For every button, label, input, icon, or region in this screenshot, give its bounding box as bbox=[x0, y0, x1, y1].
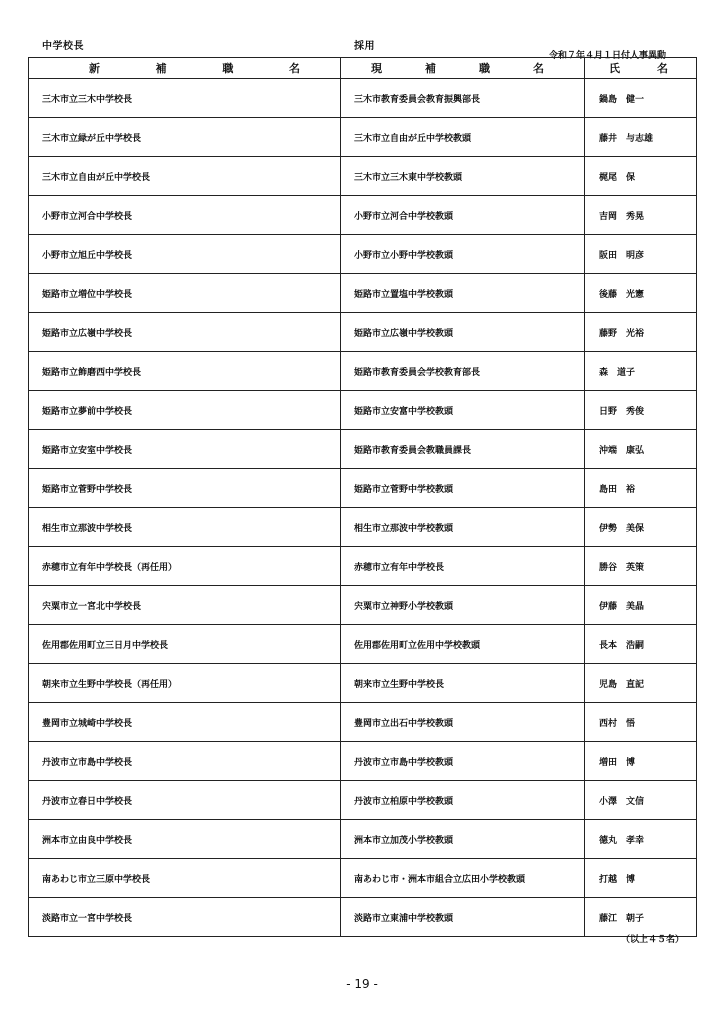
column-header-current-position bbox=[341, 58, 585, 79]
new-position-cell: 三木市立自由が丘中学校長 bbox=[29, 157, 341, 196]
new-position-cell: 姫路市立飾磨西中学校長 bbox=[29, 352, 341, 391]
table-row bbox=[29, 430, 697, 469]
new-position-cell: 姫路市立菅野中学校長 bbox=[29, 469, 341, 508]
current-position-cell: 小野市立河合中学校教頭 bbox=[341, 196, 585, 235]
current-position-cell: 姫路市立置塩中学校教頭 bbox=[341, 274, 585, 313]
table-row bbox=[29, 586, 697, 625]
new-position-cell: 姫路市立広嶺中学校長 bbox=[29, 313, 341, 352]
new-position-cell: 姫路市立増位中学校長 bbox=[29, 274, 341, 313]
name-cell: 鍋島 健一 bbox=[585, 79, 697, 118]
name-cell: 打越 博 bbox=[585, 859, 697, 898]
new-position-cell: 淡路市立一宮中学校長 bbox=[29, 898, 341, 937]
column-header-char: 補 bbox=[155, 62, 167, 75]
column-header-char: 氏 bbox=[609, 62, 620, 75]
table-row bbox=[29, 547, 697, 586]
page-number: - 19 - bbox=[346, 977, 378, 991]
section-label-right: 採用 bbox=[354, 41, 375, 52]
new-position-cell: 三木市立緑が丘中学校長 bbox=[29, 118, 341, 157]
current-position-cell: 丹波市立市島中学校教頭 bbox=[341, 742, 585, 781]
column-header-char: 現 bbox=[371, 62, 382, 75]
new-position-cell: 赤穂市立有年中学校長（再任用） bbox=[29, 547, 341, 586]
name-cell: 西村 悟 bbox=[585, 703, 697, 742]
current-position-cell: 姫路市立広嶺中学校教頭 bbox=[341, 313, 585, 352]
table-row bbox=[29, 508, 697, 547]
table-row bbox=[29, 274, 697, 313]
new-position-cell: 姫路市立安室中学校長 bbox=[29, 430, 341, 469]
table-body bbox=[29, 79, 697, 937]
table-row bbox=[29, 118, 697, 157]
current-position-cell: 丹波市立柏原中学校教頭 bbox=[341, 781, 585, 820]
column-header-char: 名 bbox=[657, 62, 668, 75]
name-cell: 阪田 明彦 bbox=[585, 235, 697, 274]
table-row bbox=[29, 742, 697, 781]
column-header-new-position bbox=[29, 58, 341, 79]
name-cell: 藤野 光裕 bbox=[585, 313, 697, 352]
current-position-cell: 淡路市立東浦中学校教頭 bbox=[341, 898, 585, 937]
table-row bbox=[29, 859, 697, 898]
name-cell: 日野 秀俊 bbox=[585, 391, 697, 430]
date-note: 令和７年４月１日付人事異動 bbox=[548, 51, 666, 61]
name-cell: 長本 浩嗣 bbox=[585, 625, 697, 664]
name-cell: 藤井 与志雄 bbox=[585, 118, 697, 157]
current-position-cell: 姫路市教育委員会学校教育部長 bbox=[341, 352, 585, 391]
table-row bbox=[29, 781, 697, 820]
name-cell: 藤江 朝子 bbox=[585, 898, 697, 937]
table-row bbox=[29, 196, 697, 235]
name-cell: 梶尾 保 bbox=[585, 157, 697, 196]
table-row bbox=[29, 313, 697, 352]
new-position-cell: 三木市立三木中学校長 bbox=[29, 79, 341, 118]
current-position-cell: 姫路市立安富中学校教頭 bbox=[341, 391, 585, 430]
name-cell: 児島 直記 bbox=[585, 664, 697, 703]
table-row bbox=[29, 469, 697, 508]
section-label-left: 中学校長 bbox=[42, 41, 84, 52]
table-row bbox=[29, 664, 697, 703]
current-position-cell: 赤穂市立有年中学校長 bbox=[341, 547, 585, 586]
table-row bbox=[29, 79, 697, 118]
new-position-cell: 南あわじ市立三原中学校長 bbox=[29, 859, 341, 898]
new-position-cell: 佐用郡佐用町立三日月中学校長 bbox=[29, 625, 341, 664]
name-cell: 伊藤 美晶 bbox=[585, 586, 697, 625]
table-row bbox=[29, 625, 697, 664]
table-row bbox=[29, 352, 697, 391]
new-position-cell: 朝来市立生野中学校長（再任用） bbox=[29, 664, 341, 703]
name-cell: 德丸 孝幸 bbox=[585, 820, 697, 859]
name-cell: 島田 裕 bbox=[585, 469, 697, 508]
total-note: （以上４５名） bbox=[620, 935, 684, 945]
current-position-cell: 相生市立那波中学校教頭 bbox=[341, 508, 585, 547]
column-header-name bbox=[585, 58, 697, 79]
column-header-char: 職 bbox=[222, 62, 234, 75]
new-position-cell: 宍粟市立一宮北中学校長 bbox=[29, 586, 341, 625]
current-position-cell: 小野市立小野中学校教頭 bbox=[341, 235, 585, 274]
name-cell: 伊勢 美保 bbox=[585, 508, 697, 547]
name-cell: 小澤 文信 bbox=[585, 781, 697, 820]
current-position-cell: 洲本市立加茂小学校教頭 bbox=[341, 820, 585, 859]
name-cell: 沖端 康弘 bbox=[585, 430, 697, 469]
column-header-char: 名 bbox=[288, 62, 300, 75]
name-cell: 増田 博 bbox=[585, 742, 697, 781]
new-position-cell: 豊岡市立城崎中学校長 bbox=[29, 703, 341, 742]
table-row bbox=[29, 703, 697, 742]
table-row bbox=[29, 157, 697, 196]
current-position-cell: 朝来市立生野中学校長 bbox=[341, 664, 585, 703]
current-position-cell: 佐用郡佐用町立佐用中学校教頭 bbox=[341, 625, 585, 664]
current-position-cell: 南あわじ市・洲本市組合立広田小学校教頭 bbox=[341, 859, 585, 898]
new-position-cell: 丹波市立春日中学校長 bbox=[29, 781, 341, 820]
table-row bbox=[29, 820, 697, 859]
current-position-cell: 三木市立自由が丘中学校教頭 bbox=[341, 118, 585, 157]
name-cell: 吉岡 秀晃 bbox=[585, 196, 697, 235]
name-cell: 森 道子 bbox=[585, 352, 697, 391]
current-position-cell: 宍粟市立神野小学校教頭 bbox=[341, 586, 585, 625]
current-position-cell: 三木市立三木東中学校教頭 bbox=[341, 157, 585, 196]
new-position-cell: 小野市立河合中学校長 bbox=[29, 196, 341, 235]
current-position-cell: 姫路市立菅野中学校教頭 bbox=[341, 469, 585, 508]
column-header-char: 新 bbox=[89, 62, 100, 75]
new-position-cell: 姫路市立夢前中学校長 bbox=[29, 391, 341, 430]
column-header-char: 職 bbox=[479, 62, 490, 75]
new-position-cell: 丹波市立市島中学校長 bbox=[29, 742, 341, 781]
column-header-char: 名 bbox=[533, 62, 544, 75]
new-position-cell: 洲本市立由良中学校長 bbox=[29, 820, 341, 859]
current-position-cell: 豊岡市立出石中学校教頭 bbox=[341, 703, 585, 742]
name-cell: 勝谷 英策 bbox=[585, 547, 697, 586]
table-header-row bbox=[29, 58, 697, 79]
current-position-cell: 三木市教育委員会教育振興部長 bbox=[341, 79, 585, 118]
personnel-table bbox=[28, 57, 697, 937]
name-cell: 後藤 光憲 bbox=[585, 274, 697, 313]
current-position-cell: 姫路市教育委員会教職員課長 bbox=[341, 430, 585, 469]
column-header-char: 補 bbox=[425, 62, 436, 75]
new-position-cell: 相生市立那波中学校長 bbox=[29, 508, 341, 547]
table-row bbox=[29, 235, 697, 274]
table-row bbox=[29, 898, 697, 937]
table-row bbox=[29, 391, 697, 430]
new-position-cell: 小野市立旭丘中学校長 bbox=[29, 235, 341, 274]
